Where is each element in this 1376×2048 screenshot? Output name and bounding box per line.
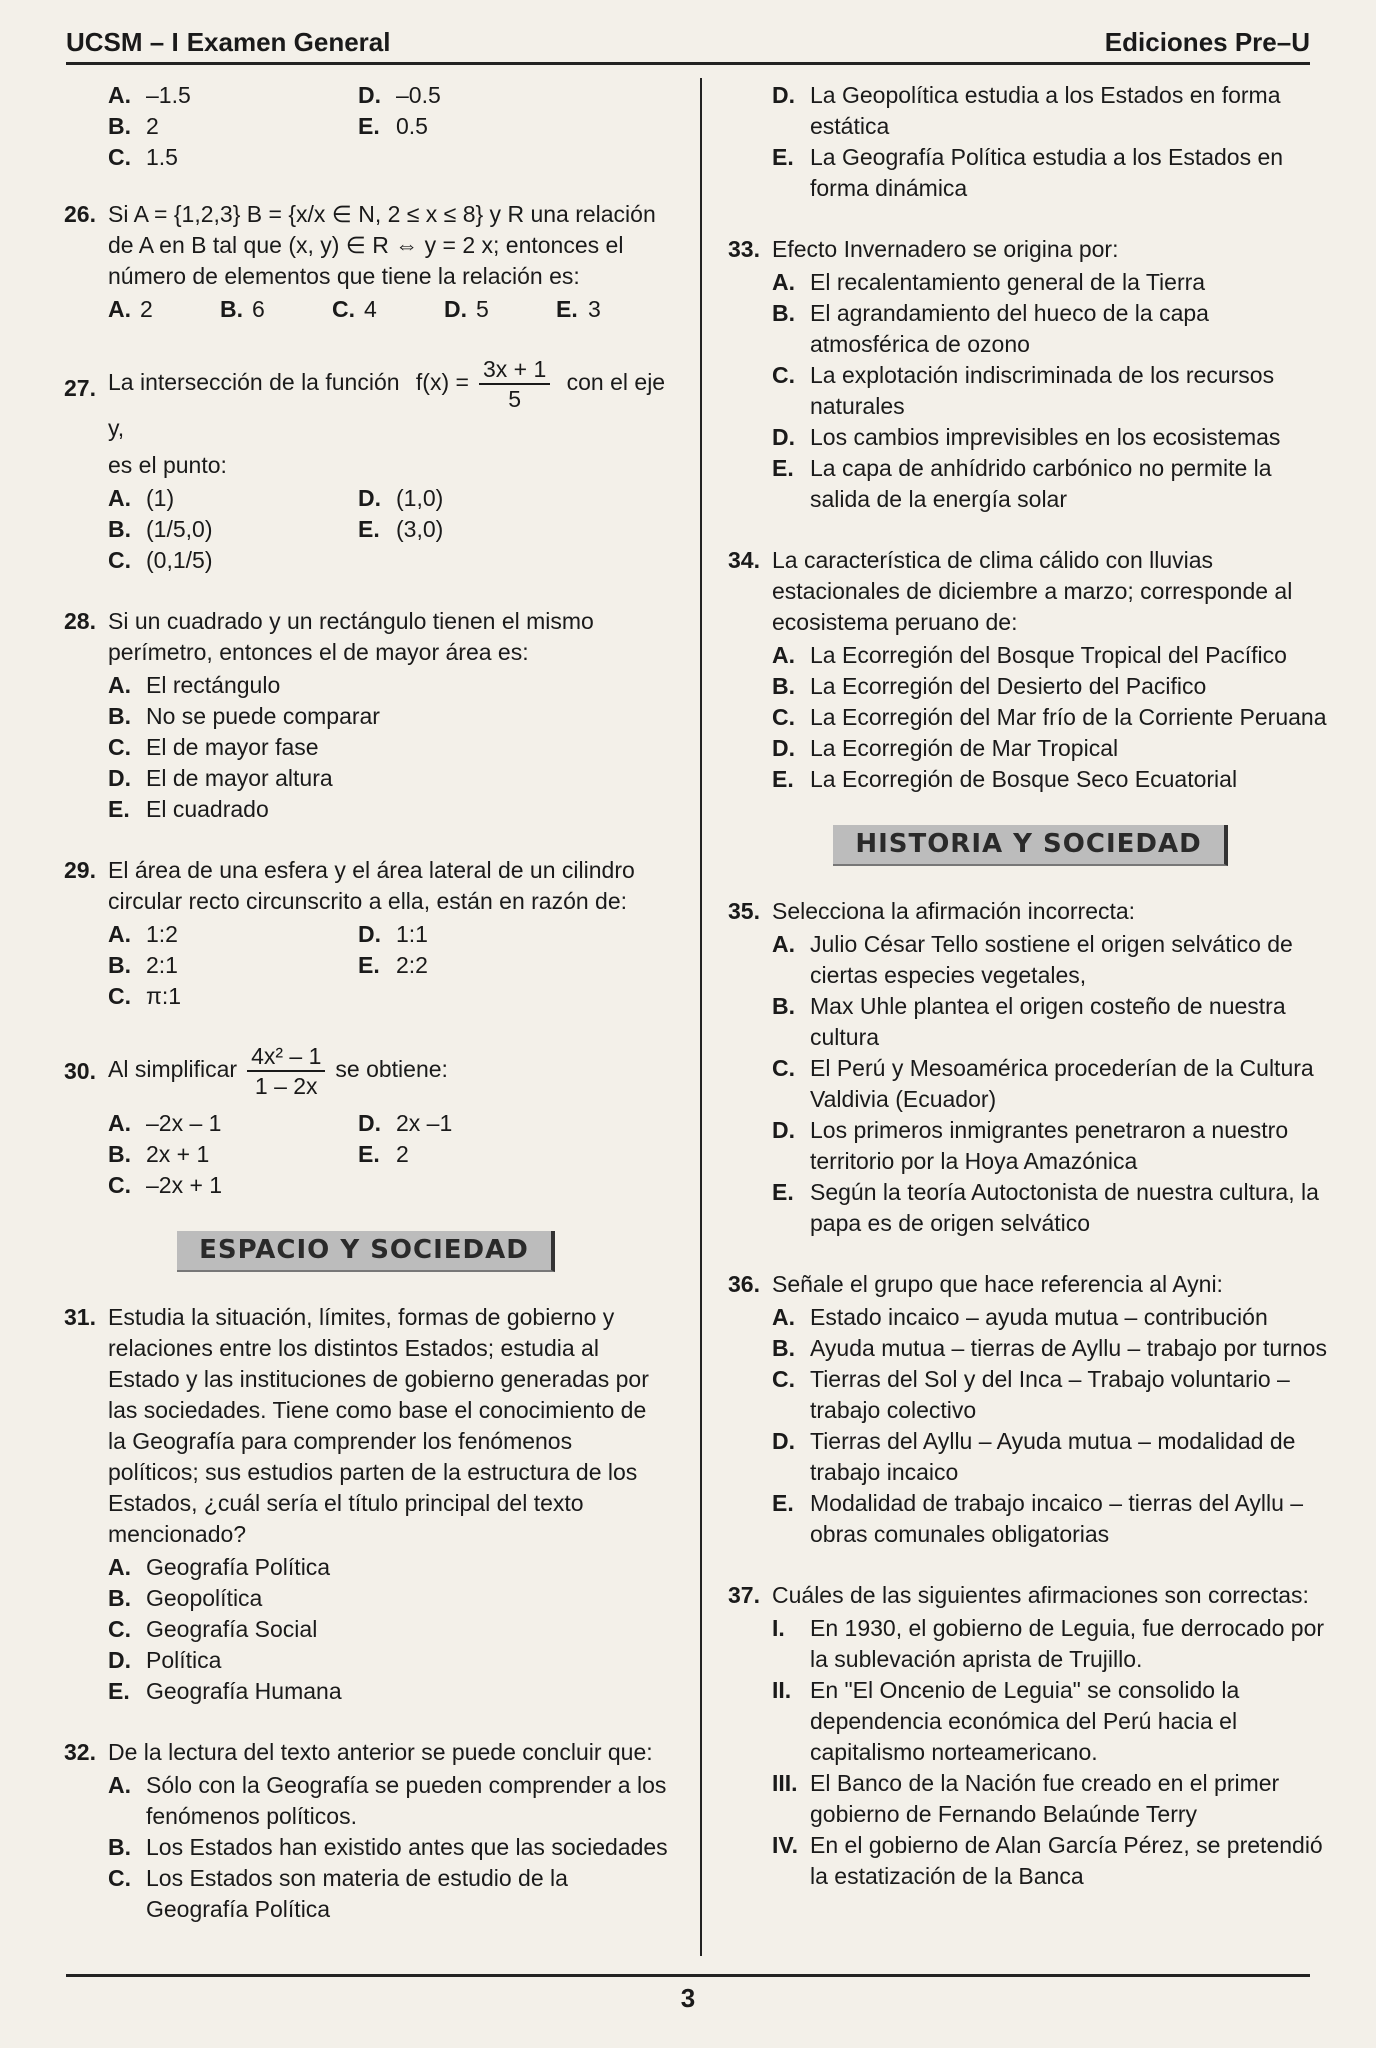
option-text: La explotación indiscriminada de los recursos naturales	[810, 362, 1275, 419]
fraction-denominator: 1 – 2x	[254, 1073, 318, 1099]
option-d	[772, 733, 1333, 764]
question-stem: Cuáles de las siguientes afirmaciones son correctas:	[772, 1582, 1309, 1608]
option-b	[108, 1139, 358, 1170]
option-letter: D.	[358, 82, 381, 108]
option-letter: E.	[108, 796, 130, 822]
option-letter: A.	[108, 485, 131, 511]
option-text: La Ecorregión de Bosque Seco Ecuatorial	[810, 766, 1238, 792]
option-e	[772, 1488, 1333, 1550]
option-text: Max Uhle plantea el origen costeño de nuestra cultura	[810, 993, 1286, 1050]
option-letter: E.	[772, 766, 794, 792]
option-letter: B.	[108, 516, 131, 542]
option-letter: D.	[772, 424, 795, 450]
statements-list	[772, 1613, 1333, 1892]
option-a	[108, 1108, 358, 1139]
option-d	[772, 1115, 1333, 1177]
option-letter: E.	[772, 144, 794, 170]
question-number: 30.	[64, 1058, 96, 1084]
option-text: El de mayor fase	[146, 734, 319, 760]
question-stem: La característica de clima cálido con lluvias estacionales de diciembre a marzo; corresponde al ecosistema peruano de:	[772, 547, 1293, 635]
option-text: –2x + 1	[146, 1172, 223, 1198]
option-text: 5	[476, 296, 489, 322]
options-grid	[108, 1108, 668, 1201]
option-c	[332, 294, 444, 325]
question-number: 28.	[64, 608, 96, 634]
option-letter: E.	[772, 455, 794, 481]
option-c	[108, 732, 668, 763]
option-b	[108, 701, 668, 732]
option-e	[772, 1177, 1333, 1239]
option-text: Estado incaico – ayuda mutua – contribución	[810, 1304, 1268, 1330]
option-text: Geografía Social	[146, 1616, 318, 1642]
option-letter: E.	[772, 1179, 794, 1205]
question-34	[728, 545, 1333, 795]
option-text: El Perú y Mesoamérica procederían de la Cultura Valdivia (Ecuador)	[810, 1055, 1314, 1112]
options-grid	[108, 80, 668, 173]
option-text: (1,0)	[396, 485, 444, 511]
option-text: (1)	[146, 485, 175, 511]
section-title-espacio: ESPACIO Y SOCIEDAD	[177, 1231, 555, 1272]
option-d	[358, 80, 608, 111]
option-text: La Ecorregión del Mar frío de la Corriente Peruana	[810, 704, 1327, 730]
question-32	[64, 1737, 668, 1925]
fraction-denominator: 5	[508, 386, 521, 412]
options-list	[772, 1302, 1333, 1550]
option-letter: C.	[108, 734, 131, 760]
option-text: La Geografía Política estudia a los Estados en forma dinámica	[810, 144, 1284, 201]
option-e	[108, 1676, 668, 1707]
option-text: Geopolítica	[146, 1585, 263, 1611]
question-number: 32.	[64, 1739, 96, 1765]
question-30	[64, 1042, 668, 1201]
statement-numeral: II.	[772, 1677, 792, 1703]
statement-text: En 1930, el gobierno de Leguia, fue derrocado por la sublevación aprista de Trujillo.	[810, 1615, 1325, 1672]
option-b	[108, 1832, 668, 1863]
option-letter: B.	[108, 1834, 131, 1860]
options-row	[108, 294, 668, 325]
statement-ii	[772, 1675, 1333, 1768]
option-letter: C.	[108, 983, 131, 1009]
question-stem: Si un cuadrado y un rectángulo tienen el mismo perímetro, entonces el de mayor área es:	[108, 608, 594, 665]
option-text: 1:1	[396, 921, 428, 947]
option-letter: A.	[772, 269, 795, 295]
question-27	[64, 355, 668, 576]
option-text: 2:2	[396, 952, 428, 978]
stem-text: Al simplificar	[108, 1056, 238, 1083]
question-32-continued	[728, 80, 1333, 204]
option-text: 0.5	[396, 113, 428, 139]
question-number: 37.	[728, 1582, 760, 1608]
statement-text: En "El Oncenio de Leguia" se consolido la dependencia económica del Perú hacia el capitalismo norteamericano.	[810, 1677, 1240, 1765]
option-letter: A.	[108, 672, 131, 698]
option-text: La Ecorregión del Desierto del Pacifico	[810, 673, 1207, 699]
options-grid	[108, 483, 668, 576]
option-d	[358, 919, 608, 950]
option-letter: D.	[358, 921, 381, 947]
header-left	[66, 27, 390, 58]
option-letter: A.	[772, 1304, 795, 1330]
option-c	[108, 1863, 668, 1925]
option-c	[108, 545, 358, 576]
option-a	[108, 483, 358, 514]
option-letter: C.	[332, 296, 355, 322]
option-e	[358, 514, 608, 545]
option-b	[772, 991, 1333, 1053]
option-letter: D.	[772, 1428, 795, 1454]
option-text: 2x + 1	[146, 1141, 210, 1167]
fraction	[479, 355, 550, 413]
option-d	[108, 763, 668, 794]
option-d	[772, 80, 1333, 142]
question-26	[64, 199, 668, 325]
option-text: El rectángulo	[146, 672, 281, 698]
options-list	[772, 929, 1333, 1239]
option-letter: D.	[444, 296, 467, 322]
option-e	[358, 950, 608, 981]
option-letter: B.	[108, 703, 131, 729]
option-letter: C.	[108, 144, 131, 170]
stem-tail: es el punto:	[108, 452, 227, 478]
options-list	[108, 670, 668, 825]
option-letter: D.	[772, 735, 795, 761]
question-number: 29.	[64, 857, 96, 883]
question-stem: Selecciona la afirmación incorrecta:	[772, 898, 1136, 924]
option-a	[772, 929, 1333, 991]
option-letter: A.	[108, 296, 131, 322]
fraction	[247, 1042, 325, 1100]
header-publisher: Ediciones Pre–U	[1104, 27, 1310, 57]
option-text: Modalidad de trabajo incaico – tierras del Ayllu – obras comunales obligatorias	[810, 1490, 1304, 1547]
option-text: –0.5	[396, 82, 441, 108]
option-letter: A.	[772, 931, 795, 957]
option-text: 2	[396, 1141, 409, 1167]
option-letter: B.	[772, 673, 795, 699]
option-text: Ayuda mutua – tierras de Ayllu – trabajo por turnos	[810, 1335, 1327, 1361]
question-36	[728, 1269, 1333, 1550]
option-text: El agrandamiento del hueco de la capa atmosférica de ozono	[810, 300, 1209, 357]
statement-text: En el gobierno de Alan García Pérez, se pretendió la estatización de la Banca	[810, 1832, 1323, 1889]
option-letter: B.	[772, 993, 795, 1019]
option-c	[772, 360, 1333, 422]
option-text: Política	[146, 1647, 222, 1673]
option-letter: A.	[108, 82, 131, 108]
option-letter: B.	[108, 952, 131, 978]
question-29	[64, 855, 668, 1012]
option-e	[358, 111, 608, 142]
question-37	[728, 1580, 1333, 1892]
option-text: 6	[252, 296, 265, 322]
header-exam: Examen General	[186, 27, 391, 57]
options-list	[772, 640, 1333, 795]
option-letter: E.	[556, 296, 578, 322]
option-text: 1:2	[146, 921, 178, 947]
option-d	[358, 1108, 608, 1139]
option-b	[108, 950, 358, 981]
question-number: 27.	[64, 375, 96, 401]
option-letter: E.	[108, 1678, 130, 1704]
column-divider	[700, 78, 702, 1956]
option-letter: C.	[108, 1616, 131, 1642]
option-text: El de mayor altura	[146, 765, 333, 791]
question-25-options	[64, 80, 668, 173]
question-stem: Estudia la situación, límites, formas de gobierno y relaciones entre los distintos Estados; estudia al Estado y las instituciones de gobierno generadas por las sociedades. Tiene como base el conocimiento de la Geografía para comprender los fenómenos políticos; sus estudios parten de la estructura de los Estados, ¿cuál sería el título principal del texto mencionado?	[108, 1304, 649, 1547]
option-a	[108, 1770, 668, 1832]
question-stem: El área de una esfera y el área lateral de un cilindro circular recto circunscrito a ella, están en razón de:	[108, 857, 635, 914]
option-b	[772, 671, 1333, 702]
option-c	[108, 1614, 668, 1645]
section-heading	[728, 825, 1333, 866]
option-a	[108, 1552, 668, 1583]
fraction-numerator: 3x + 1	[479, 355, 550, 385]
option-letter: A.	[108, 1110, 131, 1136]
page-number: 3	[680, 1983, 696, 2013]
question-stem: Señale el grupo que hace referencia al Ayni:	[772, 1271, 1223, 1297]
option-text: 2x –1	[396, 1110, 453, 1136]
option-letter: D.	[772, 82, 795, 108]
option-letter: E.	[358, 516, 380, 542]
question-stem: De la lectura del texto anterior se puede concluir que:	[108, 1739, 653, 1765]
option-letter: D.	[772, 1117, 795, 1143]
option-text: 2:1	[146, 952, 178, 978]
option-text: (3,0)	[396, 516, 444, 542]
option-text: La capa de anhídrido carbónico no permite la salida de la energía solar	[810, 455, 1272, 512]
option-b	[220, 294, 332, 325]
option-b	[108, 514, 358, 545]
option-c	[772, 1053, 1333, 1115]
option-text: Geografía Política	[146, 1554, 331, 1580]
option-d	[358, 483, 608, 514]
option-a	[772, 640, 1333, 671]
question-number: 31.	[64, 1304, 96, 1330]
option-c	[108, 981, 358, 1012]
option-letter: A.	[772, 642, 795, 668]
option-text: Los cambios imprevisibles en los ecosistemas	[810, 424, 1281, 450]
options-grid	[108, 919, 668, 1012]
option-d	[772, 1426, 1333, 1488]
option-letter: B.	[108, 113, 131, 139]
page-header	[66, 18, 1310, 65]
option-text: 1.5	[146, 144, 178, 170]
question-number: 33.	[728, 236, 760, 262]
question-stem	[108, 1042, 668, 1100]
question-35	[728, 896, 1333, 1239]
option-letter: E.	[358, 1141, 380, 1167]
question-number: 26.	[64, 201, 96, 227]
option-letter: A.	[108, 1772, 131, 1798]
section-heading	[64, 1231, 668, 1272]
option-letter: C.	[772, 1055, 795, 1081]
option-text: La Ecorregión del Bosque Tropical del Pacífico	[810, 642, 1287, 668]
option-text: Geografía Humana	[146, 1678, 342, 1704]
options-list	[108, 1770, 668, 1925]
option-text: (1/5,0)	[146, 516, 213, 542]
options-list	[108, 1552, 668, 1707]
option-a	[108, 670, 668, 701]
option-letter: C.	[108, 1865, 131, 1891]
statement-iii	[772, 1768, 1333, 1830]
statement-iv	[772, 1830, 1333, 1892]
option-text: Tierras del Sol y del Inca – Trabajo voluntario – trabajo colectivo	[810, 1366, 1290, 1423]
option-letter: C.	[108, 1172, 131, 1198]
option-e	[358, 1139, 608, 1170]
option-e	[772, 453, 1333, 515]
option-e	[556, 294, 668, 325]
option-letter: E.	[358, 952, 380, 978]
option-text: Los Estados han existido antes que las sociedades	[146, 1834, 668, 1860]
option-letter: C.	[108, 547, 131, 573]
option-letter: B.	[772, 300, 795, 326]
question-28	[64, 606, 668, 825]
option-letter: D.	[108, 765, 131, 791]
option-letter: D.	[358, 485, 381, 511]
option-letter: C.	[772, 704, 795, 730]
option-text: Los Estados son materia de estudio de la Geografía Política	[146, 1865, 568, 1922]
option-text: Según la teoría Autoctonista de nuestra cultura, la papa es de origen selvático	[810, 1179, 1319, 1236]
statement-i	[772, 1613, 1333, 1675]
option-d	[772, 422, 1333, 453]
statement-numeral: IV.	[772, 1832, 799, 1858]
option-letter: A.	[108, 1554, 131, 1580]
option-text: El cuadrado	[146, 796, 269, 822]
footer-rule	[66, 1974, 1310, 1977]
option-text: El recalentamiento general de la Tierra	[810, 269, 1206, 295]
right-column	[728, 78, 1333, 1892]
question-stem	[108, 355, 668, 481]
option-c	[108, 1170, 358, 1201]
option-e	[108, 794, 668, 825]
option-letter: E.	[772, 1490, 794, 1516]
option-c	[108, 142, 358, 173]
statement-text: El Banco de la Nación fue creado en el primer gobierno de Fernando Belaúnde Terry	[810, 1770, 1280, 1827]
option-letter: D.	[108, 1647, 131, 1673]
question-number: 36.	[728, 1271, 760, 1297]
question-number: 35.	[728, 898, 760, 924]
option-b	[108, 111, 358, 142]
option-d	[108, 1645, 668, 1676]
option-a	[108, 294, 220, 325]
option-text: Los primeros inmigrantes penetraron a nuestro territorio por la Hoya Amazónica	[810, 1117, 1289, 1174]
option-text: 2	[146, 113, 159, 139]
question-stem: Efecto Invernadero se origina por:	[772, 236, 1119, 262]
option-a	[108, 80, 358, 111]
option-text: No se puede comparar	[146, 703, 380, 729]
option-text: π:1	[146, 983, 182, 1009]
header-institution: UCSM – I	[66, 27, 179, 57]
option-letter: C.	[772, 1366, 795, 1392]
option-text: (0,1/5)	[146, 547, 213, 573]
option-a	[772, 1302, 1333, 1333]
option-letter: B.	[772, 1335, 795, 1361]
option-e	[772, 142, 1333, 204]
stem-text: con el eje y,	[108, 369, 666, 441]
question-33	[728, 234, 1333, 515]
statement-numeral: III.	[772, 1770, 798, 1796]
option-e	[772, 764, 1333, 795]
section-title-historia: HISTORIA Y SOCIEDAD	[833, 825, 1227, 866]
option-d	[444, 294, 556, 325]
option-c	[772, 702, 1333, 733]
option-b	[772, 298, 1333, 360]
stem-text: se obtiene:	[335, 1056, 448, 1083]
option-text: 3	[588, 296, 601, 322]
option-a	[108, 919, 358, 950]
option-text: Sólo con la Geografía se pueden comprender a los fenómenos políticos.	[146, 1772, 667, 1829]
options-list	[772, 80, 1333, 204]
option-b	[772, 1333, 1333, 1364]
option-text: La Ecorregión de Mar Tropical	[810, 735, 1119, 761]
option-letter: E.	[358, 113, 380, 139]
option-text: 4	[364, 296, 377, 322]
options-list	[772, 267, 1333, 515]
option-letter: A.	[108, 921, 131, 947]
option-c	[772, 1364, 1333, 1426]
question-number: 34.	[728, 547, 760, 573]
question-31	[64, 1302, 668, 1707]
option-a	[772, 267, 1333, 298]
option-letter: D.	[358, 1110, 381, 1136]
stem-text: La intersección de la función	[108, 369, 400, 396]
option-b	[108, 1583, 668, 1614]
option-letter: B.	[108, 1141, 131, 1167]
option-letter: B.	[220, 296, 243, 322]
option-text: 2	[140, 296, 153, 322]
option-text: –2x – 1	[146, 1110, 222, 1136]
left-column	[64, 78, 668, 1925]
option-text: –1.5	[146, 82, 191, 108]
option-letter: B.	[108, 1585, 131, 1611]
fraction-numerator: 4x² – 1	[247, 1042, 325, 1072]
statement-numeral: I.	[772, 1615, 785, 1641]
option-text: Julio César Tello sostiene el origen selvático de ciertas especies vegetales,	[810, 931, 1293, 988]
option-letter: C.	[772, 362, 795, 388]
question-stem: Si A = {1,2,3} B = {x/x ∈ N, 2 ≤ x ≤ 8} y R una relación de A en B tal que (x, y) ∈ R ⇔ y = 2 x; entonces el número de elementos que tiene la relación es:	[108, 201, 656, 289]
option-text: Tierras del Ayllu – Ayuda mutua – modalidad de trabajo incaico	[810, 1428, 1296, 1485]
option-text: La Geopolítica estudia a los Estados en forma estática	[810, 82, 1281, 139]
function-label: f(x) =	[415, 369, 469, 396]
